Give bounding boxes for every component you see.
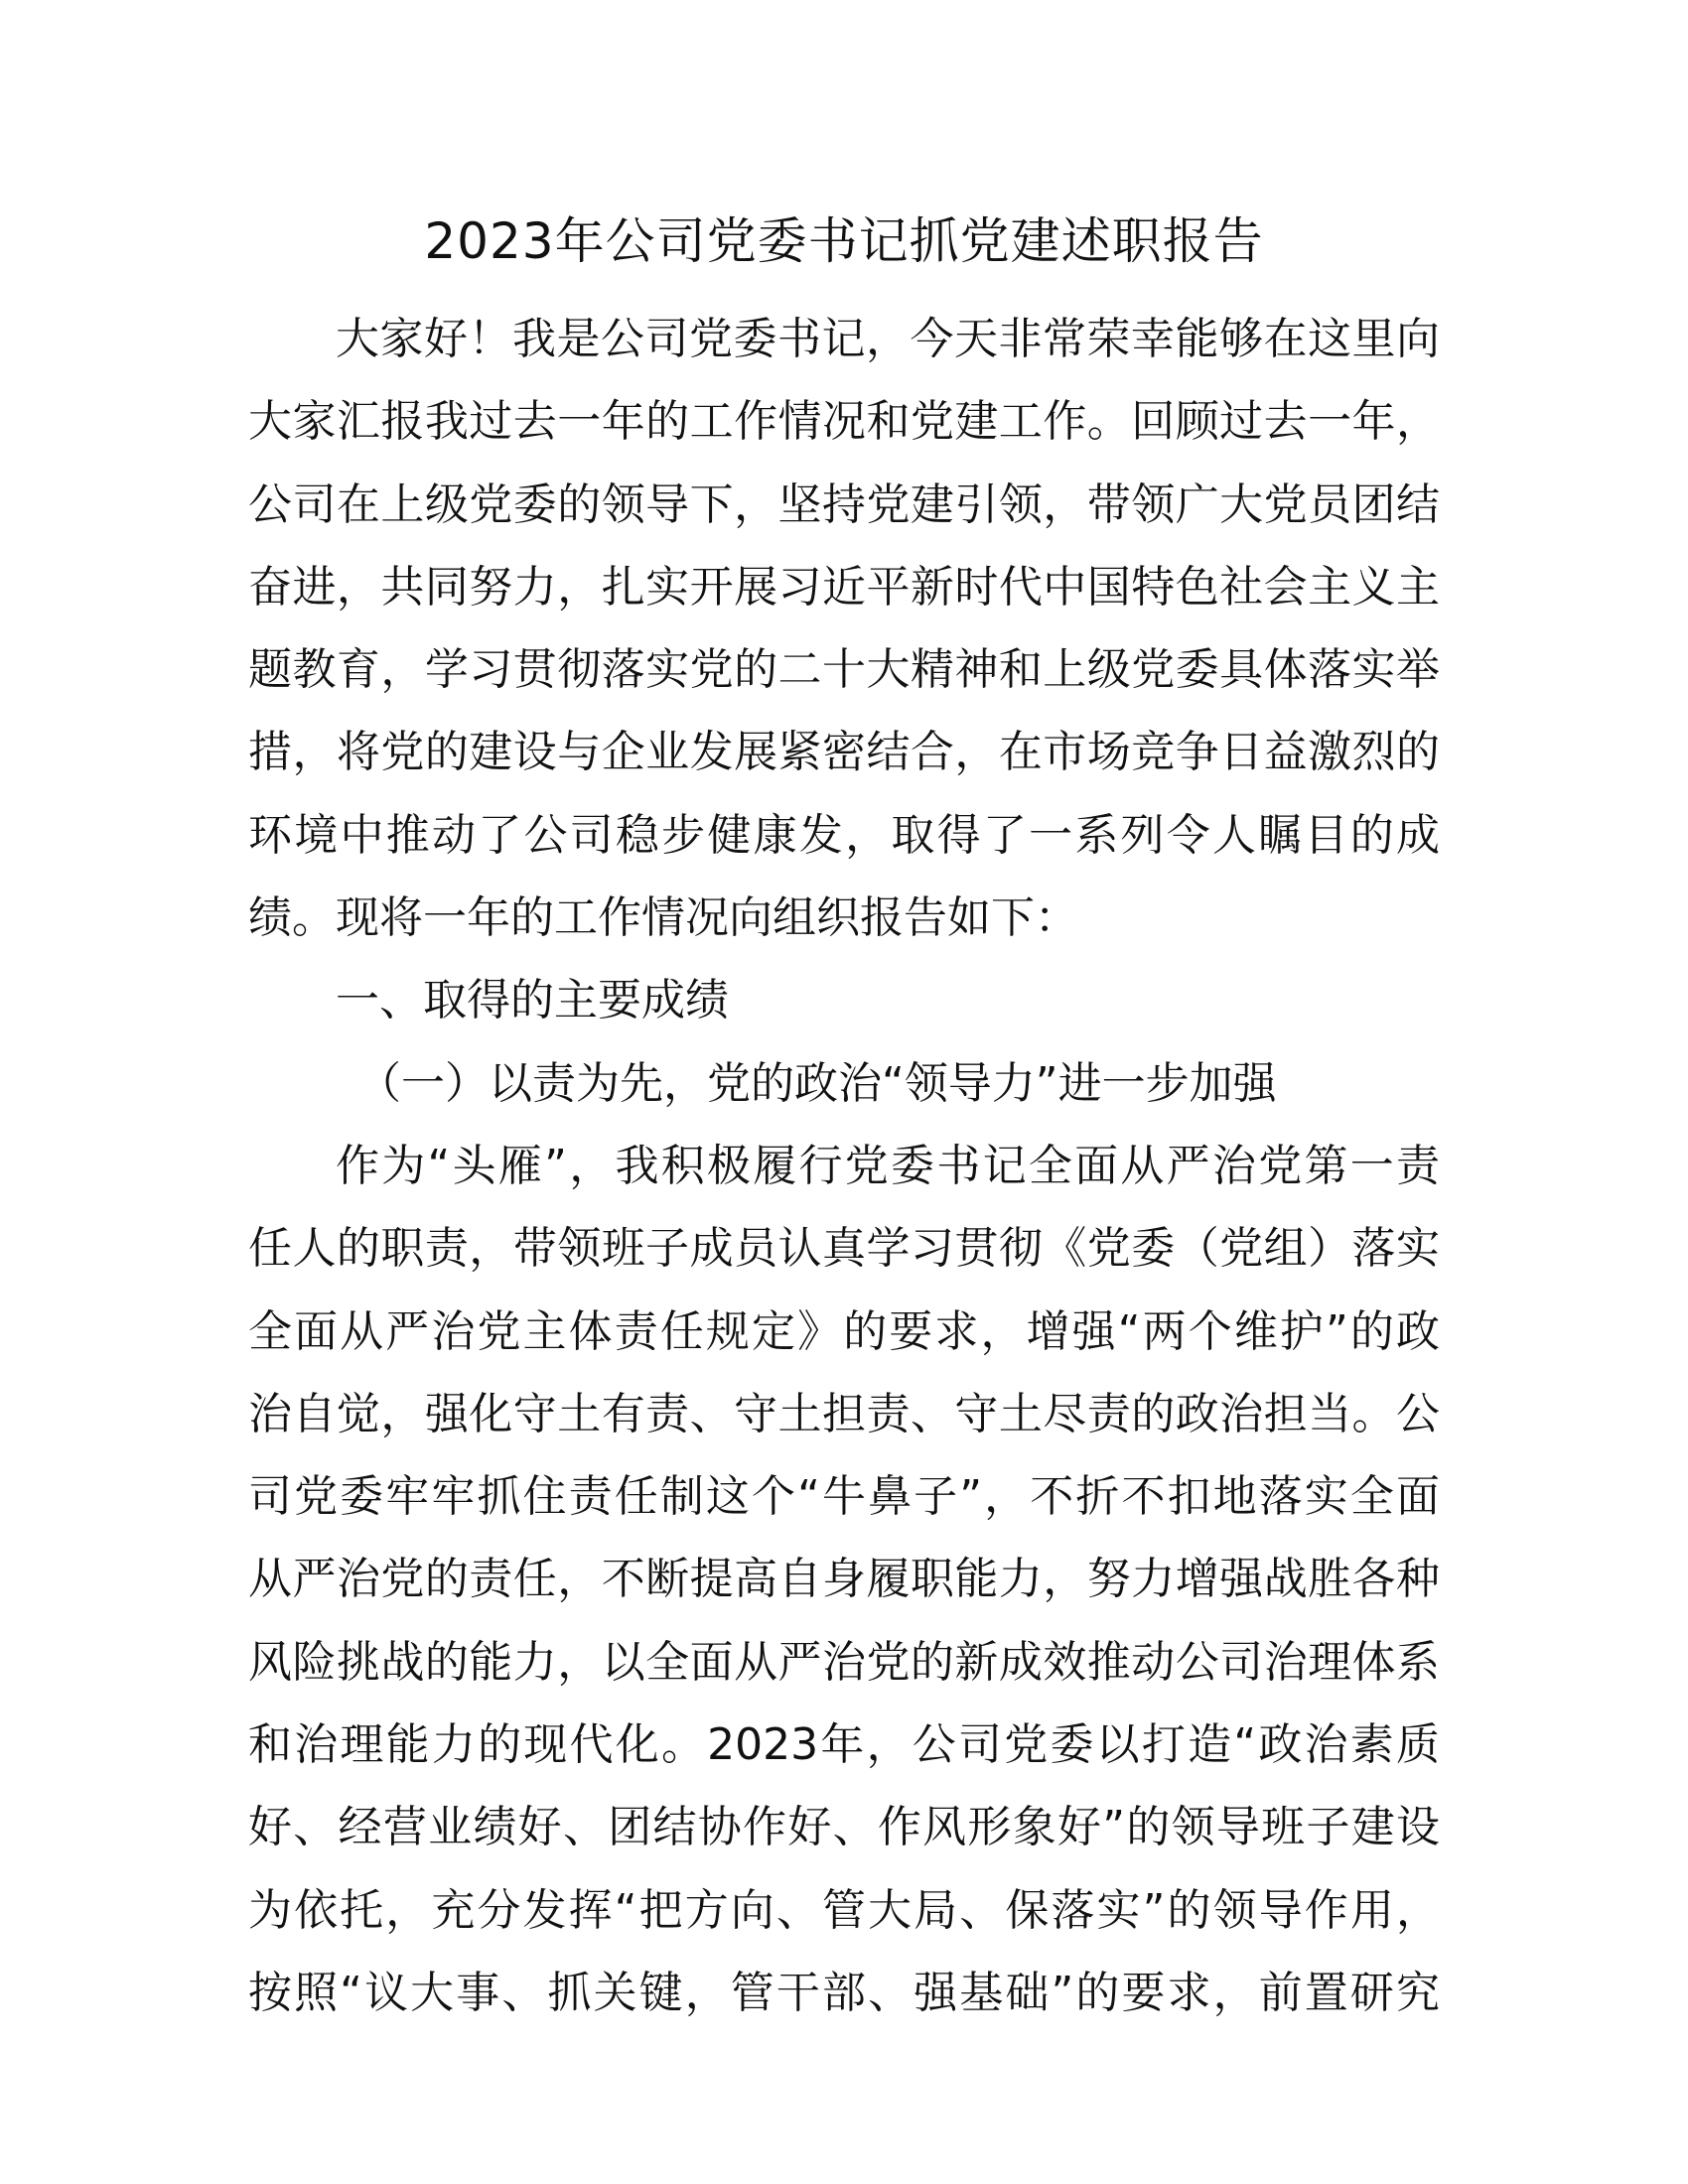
paragraph-line: 大家好！我是公司党委书记，今天非常荣幸能够在这里向 bbox=[336, 314, 1440, 364]
paragraph-line: 按照“议大事、抓关键，管干部、强基础”的要求，前置研究 bbox=[248, 1967, 1440, 2018]
section-heading: 一、取得的主要成绩 bbox=[336, 975, 729, 1026]
paragraph-line: 措，将党的建设与企业发展紧密结合，在市场竞争日益激烈的 bbox=[248, 727, 1440, 778]
subsection-heading: （一）以责为先，党的政治“领导力”进一步加强 bbox=[357, 1057, 1277, 1109]
paragraph-line: 大家汇报我过去一年的工作情况和党建工作。回顾过去一年， bbox=[248, 396, 1440, 448]
paragraph-line: 为依托，充分发挥“把方向、管大局、保落实”的领导作用， bbox=[248, 1884, 1440, 1936]
paragraph-line: 好、经营业绩好、团结协作好、作风形象好”的领导班子建设 bbox=[248, 1802, 1440, 1853]
document-body bbox=[248, 298, 1440, 2034]
paragraph-line: 作为“头雁”，我积极履行党委书记全面从严治党第一责 bbox=[336, 1140, 1440, 1191]
paragraph-line: 从严治党的责任，不断提高自身履职能力，努力增强战胜各种 bbox=[248, 1554, 1440, 1605]
paragraph-line: 任人的职责，带领班子成员认真学习贯彻《党委（党组）落实 bbox=[248, 1223, 1440, 1275]
paragraph-line: 绩。现将一年的工作情况向组织报告如下： bbox=[248, 892, 1078, 944]
paragraph-line: 题教育，学习贯彻落实党的二十大精神和上级党委具体落实举 bbox=[248, 644, 1440, 696]
paragraph-line: 环境中推动了公司稳步健康发，取得了一系列令人瞩目的成 bbox=[248, 809, 1440, 861]
paragraph-line: 和治理能力的现代化。2023年，公司党委以打造“政治素质 bbox=[248, 1719, 1440, 1771]
paragraph-line: 公司在上级党委的领导下，坚持党建引领，带领广大党员团结 bbox=[248, 478, 1440, 530]
paragraph-line: 风险挑战的能力，以全面从严治党的新成效推动公司治理体系 bbox=[248, 1636, 1440, 1688]
paragraph-line: 奋进，共同努力，扎实开展习近平新时代中国特色社会主义主 bbox=[248, 561, 1440, 613]
paragraph-line: 治自觉，强化守土有责、守土担责、守土尽责的政治担当。公 bbox=[248, 1388, 1440, 1439]
paragraph-line: 全面从严治党主体责任规定》的要求，增强“两个维护”的政 bbox=[248, 1305, 1440, 1357]
document-title: 2023年公司党委书记抓党建述职报告 bbox=[424, 212, 1264, 270]
paragraph-line: 司党委牢牢抓住责任制这个“牛鼻子”，不折不扣地落实全面 bbox=[248, 1471, 1440, 1523]
